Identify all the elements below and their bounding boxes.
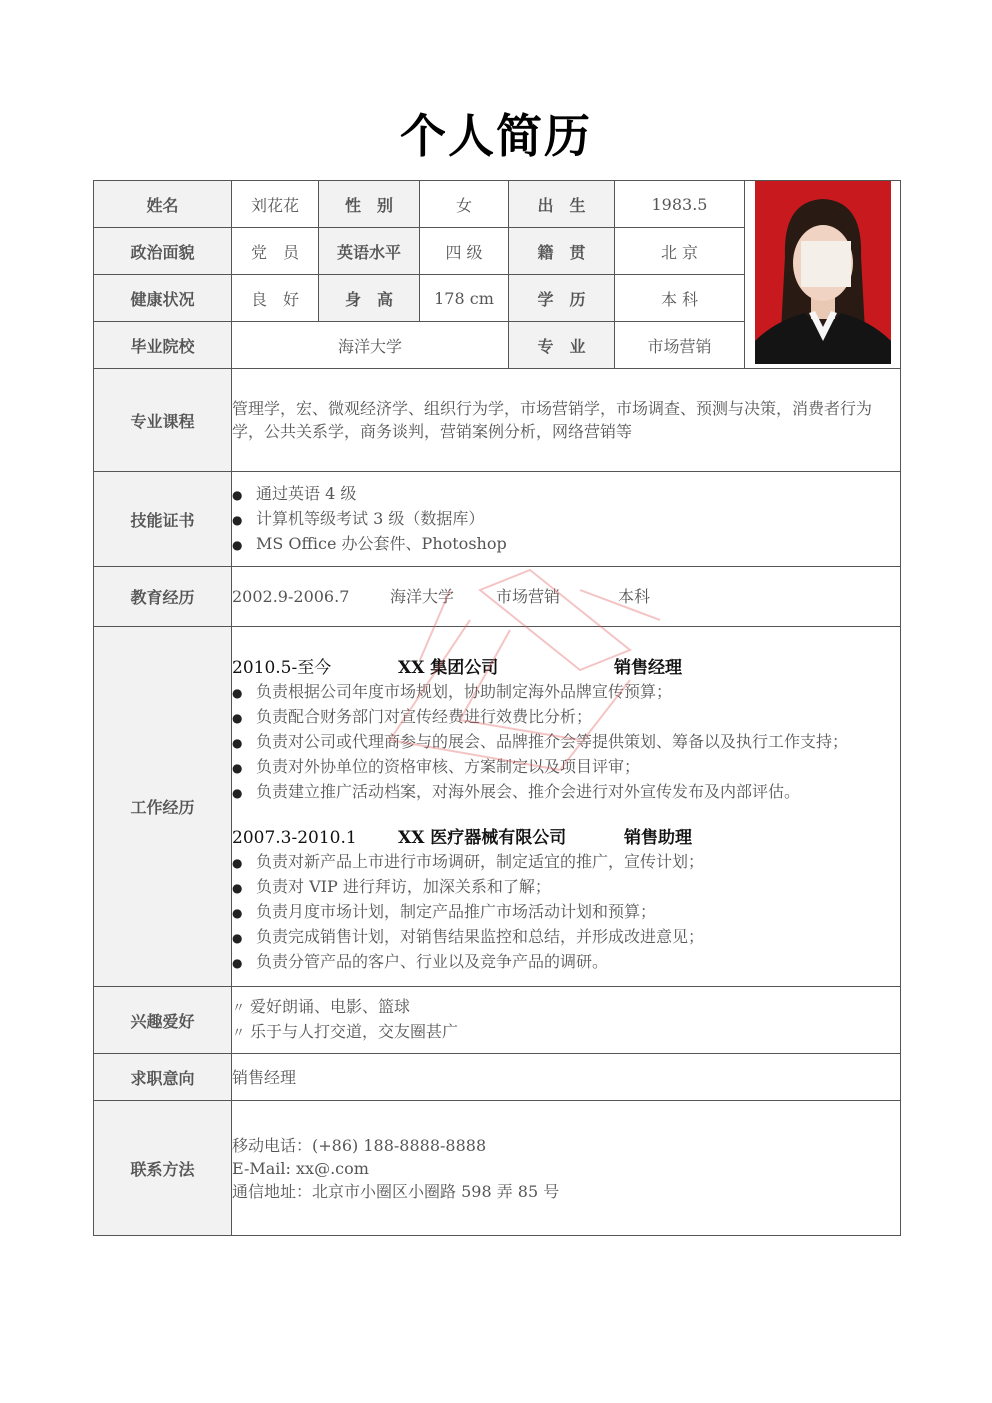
job-company: XX 集团公司 (398, 658, 499, 678)
job-duty: ● 负责对公司或代理商参与的展会、品牌推介会等提供策划、筹备以及执行工作支持； (232, 730, 900, 755)
job-duty: ● 负责分管产品的客户、行业以及竞争产品的调研。 (232, 950, 900, 975)
courses-label: 专业课程 (94, 369, 232, 472)
hobby-item: 〃 乐于与人打交道，交友圈甚广 (232, 1020, 900, 1045)
courses-text: 管理学，宏、微观经济学、组织行为学，市场营销学，市场调查、预测与决策，消费者行为学，公共关系学，商务谈判，营销案例分析，网络营销等 (232, 369, 901, 472)
job-header (232, 657, 900, 680)
objective-label: 求职意向 (94, 1054, 232, 1101)
education-period: 2002.9-2006.7 (232, 587, 350, 606)
health-value: 良 好 (232, 275, 319, 322)
hobbies-label: 兴趣爱好 (94, 987, 232, 1054)
health-label: 健康状况 (94, 275, 232, 322)
job-duty: ● 负责对 VIP 进行拜访，加深关系和了解； (232, 875, 900, 900)
contact-label: 联系方法 (94, 1101, 232, 1236)
job-duty: ● 负责根据公司年度市场规划，协助制定海外品牌宣传预算； (232, 680, 900, 705)
political-value: 党 员 (232, 228, 319, 275)
education-degree: 本科 (618, 587, 651, 606)
education-label: 教育经历 (94, 567, 232, 627)
birth-value: 1983.5 (615, 181, 745, 228)
job-duty: ● 负责配合财务部门对宣传经费进行效费比分析； (232, 705, 900, 730)
work-label: 工作经历 (94, 627, 232, 987)
english-label: 英语水平 (319, 228, 420, 275)
skill-item: ● 计算机等级考试 3 级（数据库） (232, 507, 900, 532)
job-duty: ● 负责对外协单位的资格审核、方案制定以及项目评审； (232, 755, 900, 780)
photo-cell (745, 181, 901, 369)
job-position: 销售助理 (624, 828, 692, 848)
skill-item: ● 通过英语 4 级 (232, 482, 900, 507)
work-section (232, 627, 901, 987)
name-value: 刘花花 (232, 181, 319, 228)
degree-label: 学 历 (509, 275, 615, 322)
education-major: 市场营销 (496, 587, 561, 606)
job-period: 2007.3-2010.1 (232, 828, 357, 848)
job-duty: ● 负责建立推广活动档案，对海外展会、推介会进行对外宣传发布及内部评估。 (232, 780, 900, 805)
school-value: 海洋大学 (232, 322, 509, 369)
contact-info (232, 1101, 901, 1236)
contact-email: E-Mail: xx@.com (232, 1158, 369, 1178)
objective-value: 销售经理 (232, 1054, 901, 1101)
skills-list (232, 472, 901, 567)
profile-photo (755, 181, 891, 364)
political-label: 政治面貌 (94, 228, 232, 275)
major-value: 市场营销 (615, 322, 745, 369)
job-duty: ● 负责完成销售计划，对销售结果监控和总结，并形成改进意见； (232, 925, 900, 950)
name-label: 姓名 (94, 181, 232, 228)
degree-value: 本 科 (615, 275, 745, 322)
portrait-illustration (755, 181, 891, 364)
hobby-item: 〃 爱好朗诵、电影、篮球 (232, 995, 900, 1020)
job-duty: ● 负责月度市场计划，制定产品推广市场活动计划和预算； (232, 900, 900, 925)
hobbies-list (232, 987, 901, 1054)
native-value: 北 京 (615, 228, 745, 275)
birth-label: 出 生 (509, 181, 615, 228)
job-header (232, 827, 900, 850)
native-label: 籍 贯 (509, 228, 615, 275)
english-value: 四 级 (420, 228, 509, 275)
education-row (232, 567, 901, 627)
page-title: 个人简历 (400, 109, 592, 163)
job-position: 销售经理 (614, 658, 682, 678)
job-duty: ● 负责对新产品上市进行市场调研，制定适宜的推广，宣传计划； (232, 850, 900, 875)
contact-address: 通信地址：北京市小圈区小圈路 598 弄 85 号 (232, 1181, 560, 1201)
skills-label: 技能证书 (94, 472, 232, 567)
contact-phone: 移动电话：(+86) 188-8888-8888 (232, 1135, 487, 1155)
gender-value: 女 (420, 181, 509, 228)
skill-item: ● MS Office 办公套件、Photoshop (232, 532, 900, 557)
school-label: 毕业院校 (94, 322, 232, 369)
resume-table (93, 180, 901, 1236)
job-period: 2010.5-至今 (232, 658, 332, 678)
gender-label: 性 别 (319, 181, 420, 228)
height-label: 身 高 (319, 275, 420, 322)
height-value: 178 cm (420, 275, 509, 322)
education-school: 海洋大学 (390, 587, 455, 606)
major-label: 专 业 (509, 322, 615, 369)
job-company: XX 医疗器械有限公司 (398, 828, 567, 848)
